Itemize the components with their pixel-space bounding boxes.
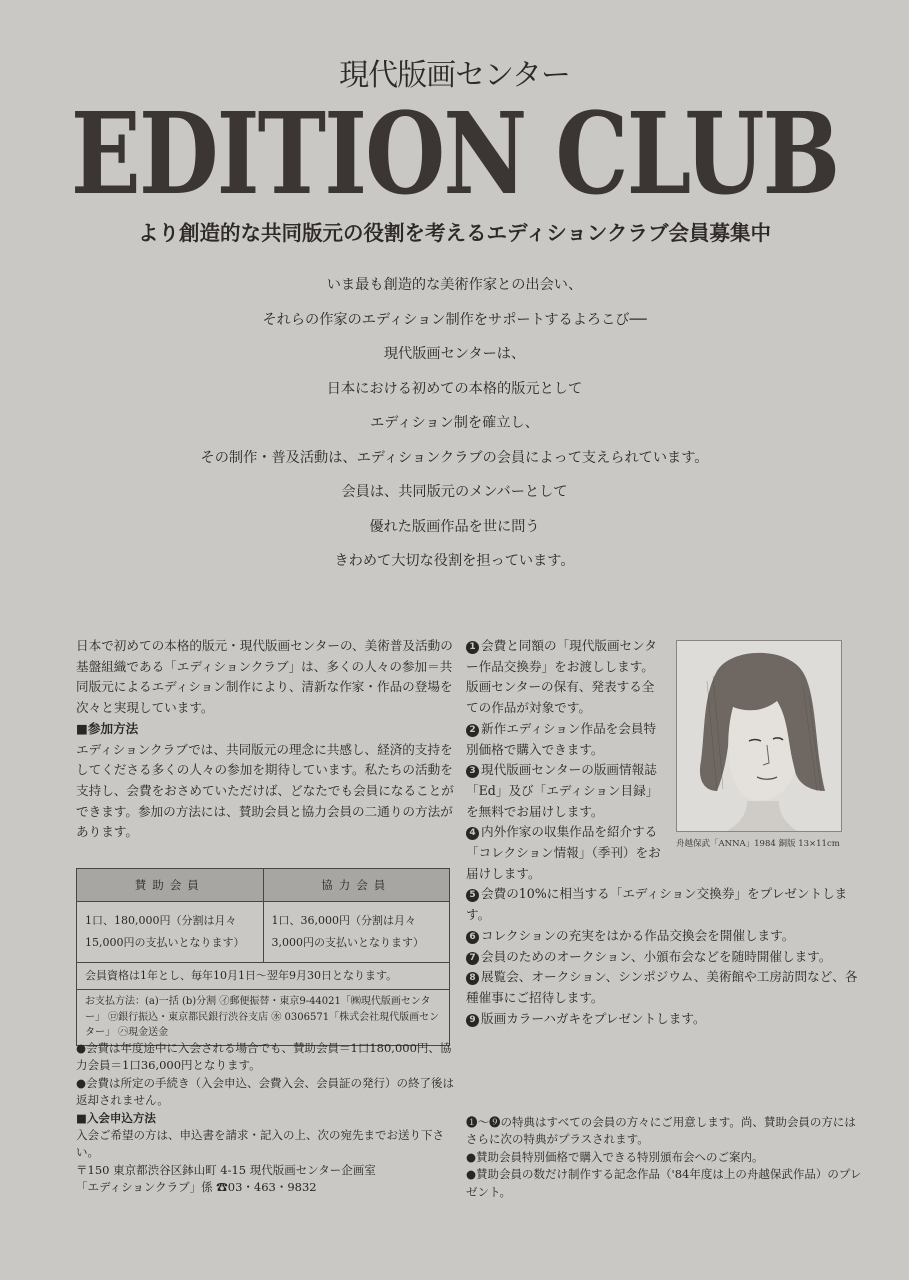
number-badge-icon: 2: [466, 724, 479, 737]
section-heading-join: ■参加方法: [76, 720, 139, 736]
number-badge-icon: 8: [466, 972, 479, 985]
membership-fee-table: [76, 868, 450, 1046]
join-description: エディションクラブでは、共同版元の理念に共感し、経済的支持をしてくださる多くの人々の参加を期待しています。私たちの活動を支持し、会費をおさめていただけば、どなたでも会員になることができます。参加の方法には、賛助会員と協力会員の二通りの方法があります。: [76, 741, 454, 840]
right-notes: [466, 1114, 866, 1201]
benefit-item: [466, 1009, 866, 1030]
note-special-sale: ●賛助会員特別価格で購入できる特別頒布会へのご案内。: [466, 1149, 764, 1164]
artwork-image: [676, 640, 842, 832]
benefit-text: 現代版画センターの版画情報誌「Ed」及び「エディション目録」を無料でお届けします。: [466, 762, 659, 819]
brand-name: 現代版画センター: [339, 58, 570, 93]
intro-line: その制作・普及活動は、エディションクラブの会員によって支えられています。: [200, 449, 709, 466]
mailing-address: 〒150 東京都渋谷区鉢山町 4-15 現代版画センター企画室: [76, 1162, 376, 1177]
intro-line: いま最も創造的な美術作家との出会い、: [326, 277, 583, 293]
benefit-text: 内外作家の収集作品を紹介する「コレクション情報」（季刊）をお届けします。: [466, 824, 661, 881]
number-badge-icon: 7: [466, 952, 479, 965]
contact-info: 「エディションクラブ」係 ☎03・463・9832: [76, 1180, 317, 1195]
apply-instructions: 入会ご希望の方は、申込書を請求・記入の上、次の宛先までお送り下さい。: [76, 1128, 444, 1160]
artwork-caption: 舟越保武「ANNA」1984 銅版 13×11cm: [676, 839, 840, 849]
benefit-item: [466, 822, 666, 884]
left-column: [76, 636, 456, 843]
note-all-members: ❶～❾の特典はすべての会員の方々にご用意します。尚、賛助会員の方にはさらに次の特典がプラスされます。: [466, 1115, 856, 1147]
number-badge-icon: 1: [466, 641, 479, 654]
benefit-item: [466, 947, 866, 968]
fee-table-header: [77, 869, 449, 902]
benefit-item: [466, 719, 666, 760]
note-mid-year: ●会費は年度途中に入会される場合でも、賛助会員＝1口180,000円、協力会員＝1口36,000円となります。: [76, 1041, 452, 1073]
benefit-text: 展覧会、オークション、シンポジウム、美術館や工房訪問など、各種催事にご招待します。: [466, 969, 858, 1005]
fee-table-body: [77, 902, 449, 963]
benefit-text: 新作エディション作品を会員特別価格で購入できます。: [466, 720, 657, 757]
benefit-item: [466, 967, 866, 1008]
tagline: より創造的な共同版元の役割を考えるエディションクラブ会員募集中: [137, 221, 772, 245]
intro-line: 現代版画センターは、: [383, 346, 526, 362]
payment-methods: お支払方法：(a)一括 (b)分割 ㋑郵便振替・東京9-44021「㈱現代版画センター」 ㋺銀行振込・東京都民銀行渋谷支店 ㊌ 0306571「株式会社現代版画センター」 ㋩現金送金: [85, 996, 440, 1038]
portrait-etching: [677, 641, 841, 831]
intro-line: エディション制を確立し、: [370, 415, 539, 431]
benefit-item: [466, 636, 666, 719]
note-no-refund: ●会費は所定の手続き（入会申込、会費入会、会員証の発行）の終了後は返却されません。: [76, 1075, 455, 1108]
supporting-member-heading: 賛助会員: [77, 869, 264, 901]
left-notes: [76, 1040, 456, 1197]
number-badge-icon: 5: [466, 889, 479, 902]
number-badge-icon: 6: [466, 931, 479, 944]
club-description: 日本で初めての本格的版元・現代版画センターの、美術普及活動の基盤組織である「エディションクラブ」は、多くの人々の参加＝共同版元によるエディション制作により、清新な作家・作品の登場を次々と実現しています。: [76, 638, 453, 716]
benefit-text: コレクションの充実をはかる作品交換会を開催します。: [481, 927, 795, 943]
intro-line: 優れた版画作品を世に問う: [369, 518, 540, 535]
section-heading-apply: ■入会申込方法: [76, 1110, 156, 1125]
number-badge-icon: 9: [466, 1014, 479, 1027]
benefit-text: 会員のためのオークション、小頒布会などを随時開催します。: [481, 948, 832, 964]
benefit-text: 会費と同額の「現代版画センター作品交換券」をお渡しします。版画センターの保有、発表する全ての作品が対象です。: [466, 638, 657, 716]
intro-line: 会員は、共同版元のメンバーとして: [341, 484, 568, 500]
intro-text: [0, 272, 909, 583]
note-commemorative-work: ●賛助会員の数だけ制作する記念作品（'84年度は上の舟越保武作品）のプレゼント。: [466, 1167, 862, 1199]
intro-line: 日本における初めての本格的版元として: [326, 380, 583, 397]
page-title: EDITION CLUB: [70, 88, 839, 220]
supporting-member-fee: 1口、180,000円（分割は月々15,000円の支払いとなります）: [77, 902, 264, 962]
intro-line: それらの作家のエディション制作をサポートするよろこび──: [262, 311, 647, 328]
number-badge-icon: 3: [466, 765, 479, 778]
benefit-text: 版画カラーハガキをプレゼントします。: [481, 1010, 706, 1026]
benefit-text: 会費の10%に相当する「エディション交換券」をプレゼントします。: [466, 886, 848, 923]
cooperating-member-heading: 協力会員: [321, 878, 392, 892]
benefit-item: [466, 760, 666, 822]
membership-term: 会員資格は1年とし、毎年10月1日～翌年9月30日となります。: [77, 963, 449, 990]
cooperating-member-fee: 1口、36,000円（分割は月々3,000円の支払いとなります）: [271, 914, 424, 949]
benefit-item: [466, 884, 866, 925]
benefit-item: [466, 926, 866, 947]
number-badge-icon: 4: [466, 827, 479, 840]
intro-line: きわめて大切な役割を担っています。: [334, 553, 575, 569]
